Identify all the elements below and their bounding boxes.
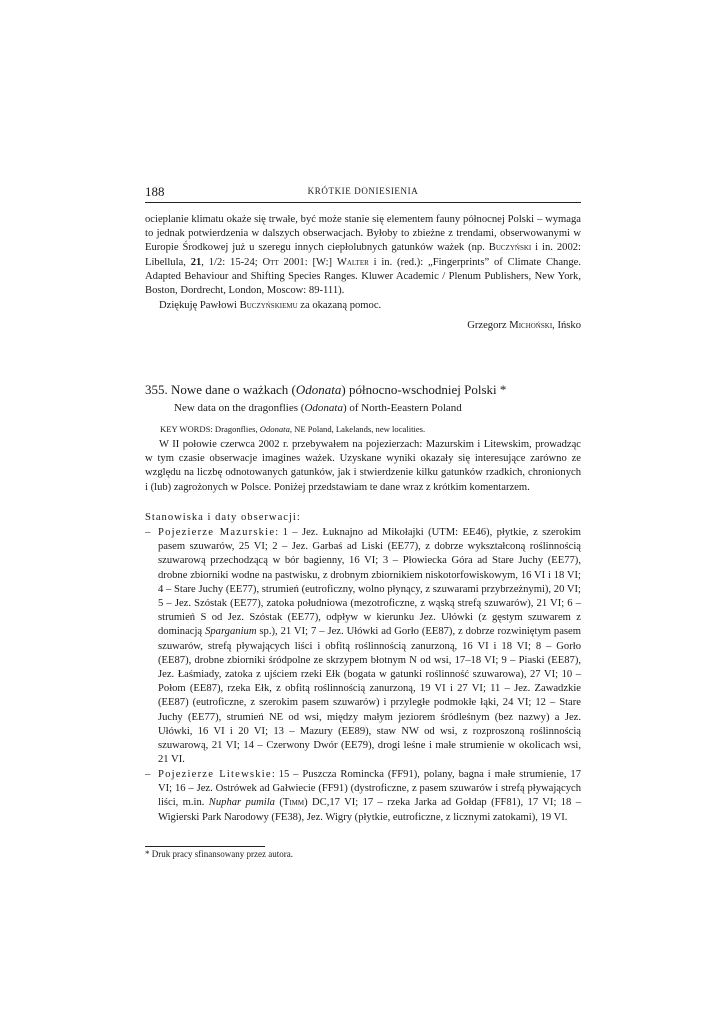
taxon-name: Sparganium xyxy=(205,626,257,638)
volume-number: 21 xyxy=(190,256,202,268)
article-subtitle: New data on the dragonflies (Odonata) of North-Eeastern Poland xyxy=(174,402,462,414)
author-signature: Grzegorz Michoński, Ińsko xyxy=(467,320,581,331)
footnote: * Druk pracy sfinansowany przez autora. xyxy=(145,849,293,859)
person-name: Buczyńskiemu xyxy=(239,300,298,311)
footnote-rule xyxy=(145,846,265,847)
list-dash: – xyxy=(145,769,151,780)
page-header xyxy=(145,184,581,203)
author-name: Walter xyxy=(336,256,369,268)
running-head: KRÓTKIE DONIESIENIA xyxy=(307,186,419,196)
sites-heading: Stanowiska i daty obserwacji: xyxy=(145,512,301,523)
article-title: 355. Nowe dane o ważkach (Odonata) północno-wschodniej Polski * xyxy=(145,382,507,397)
list-dash: – xyxy=(145,527,151,538)
acknowledgement: Dziękuję Pawłowi Buczyńskiemu za okazaną pomoc. xyxy=(159,300,382,311)
author-name: Ott xyxy=(262,256,279,268)
taxon-name: Nuphar pumila xyxy=(208,797,275,809)
author-name: Buczyński xyxy=(488,242,532,254)
keywords: KEY WORDS: Dragonflies, Odonata, NE Poland, Lakelands, new localities. xyxy=(160,424,426,434)
intro-paragraph: W II połowie czerwca 2002 r. przebywałem na pojezierzach: Mazurskim i Litewskim, prowadząc w tym czasie obserwacje imagines ważek. Uzyskane wyniki okazały się interesujące zarówno ze względu na liczbę odnotowanych gatunków, jak i stwierdzenie kilku gatunków rzadkich, chronionych i (lub) zagrożonych w Polsce. Poniżej przedstawiam te dane wraz z krótkim komentarzem. xyxy=(145,439,581,493)
region-name: Pojezierze Mazurskie xyxy=(158,527,276,538)
region-name: Pojezierze Litewskie xyxy=(158,769,272,780)
list-item: – Pojezierze Litewskie: 15 – Puszcza Romincka (FF91), polany, bagna i małe strumienie, 17 VI; 16 – Jez. Ostrówek ad Gałwiecie (FF91) (dystroficzne, z pasem szuwarów i strefą pływających liści, m.in. Nuphar pumila (Timm) DC,17 VI; 17 – rzeka Jarka ad Gołdap (FF81), 17 VI; 18 – Wigierski Park Narodowy (FE38), Jez. Wigry (płytkie, eutroficzne, z licznymi zatokami), 19 VI. xyxy=(145,769,582,823)
list-item: – Pojezierze Mazurskie: 1 – Jez. Łuknajno ad Mikołajki (UTM: EE46), płytkie, z szerokim pasem szuwarów, 25 VI; 2 – Jez. Garbaś ad Liski (EE77), z dobrze wykształconą roślinnością szuwarową przechodzącą w bór bagienny, 16 VI; 3 – Płowiecka Góra ad Stare Juchy (EE77), drobne zbiorniki wodne na pastwisku, z drobnym zbiornikiem niskotorfowiskowym, 16 VI i 18 VI; 4 – Stare Juchy (EE77), strumień (eutroficzny, wolno płynący, z szuwarami przybrzeżnymi), 20 VI; 5 – Jez. Szóstak (EE77), zatoka południowa (mezotroficzne, z wąską strefą szuwarów), 21 VI; 6 – strumień S od Jez. Szóstak (EE77), odpływ w kierunku Jez. Ułówki (z gęstym szuwarem z dominacją Sparganium sp.), 21 VI; 7 – Jez. Ułówki ad Gorło (EE87), z dobrze rozwiniętym pasem szuwarów, strefą pływających liści i obfitą roślinnością zanurzoną, 16 VI i 18 VI; 8 – Gorło (EE87), drobne zbiorniki śródpolne ze skrzypem błotnym N od wsi, 17–18 VI; 9 – Piaski (EE87), Jez. Łaśmiady, zatoka z ujściem rzeki Ełk (bogata w gatunki roślinność szuwarowa), 27 VI; 10 – Połom (EE87), rzeka Ełk, z obfitą roślinnością zanurzoną, 19 VI i 27 VI; 11 – Jez. Zawadzkie (EE87) (eutroficzne, z szerokim pasem szuwarów) i przyległe podmokłe łąki, 24 VI; 12 – Stare Juchy (EE77), strumień NE od wsi, między małym jeziorem śródleśnym (bez nazwy) a Jez. Ułówki, 16 VI i 20 VI; 13 – Mazury (EE89), staw NW od wsi, z rozproszoną roślinnością szuwarową, 21 VI; 14 – Czerwony Dwór (EE79), drogi leśne i małe strumienie w okolicach wsi, 21 VI. xyxy=(145,527,582,766)
author-name: Timm xyxy=(282,797,305,809)
previous-article-paragraph: ocieplanie klimatu okaże się trwałe, być może stanie się elementem fauny północnej Polski – wymaga to jednak potwierdzenia w dalszych obserwacjach. Byłoby to zbieżne z trendami, obserwowanymi w Europie Środkowej już u szeregu innych ciepłolubnych gatunków ważek (np. Buczyński i in. 2002: Libellula, 21, 1/2: 15-24; Ott 2001: [W:] Walter i in. (red.): „Fingerprints” of Climate Change. Adapted Behaviour and Shifting Species Ranges. Kluwer Academic / Plenum Publishers, New York, Boston, Dordrecht, London, Moscow: 89-111). xyxy=(145,214,581,297)
page-number: 188 xyxy=(145,184,165,199)
